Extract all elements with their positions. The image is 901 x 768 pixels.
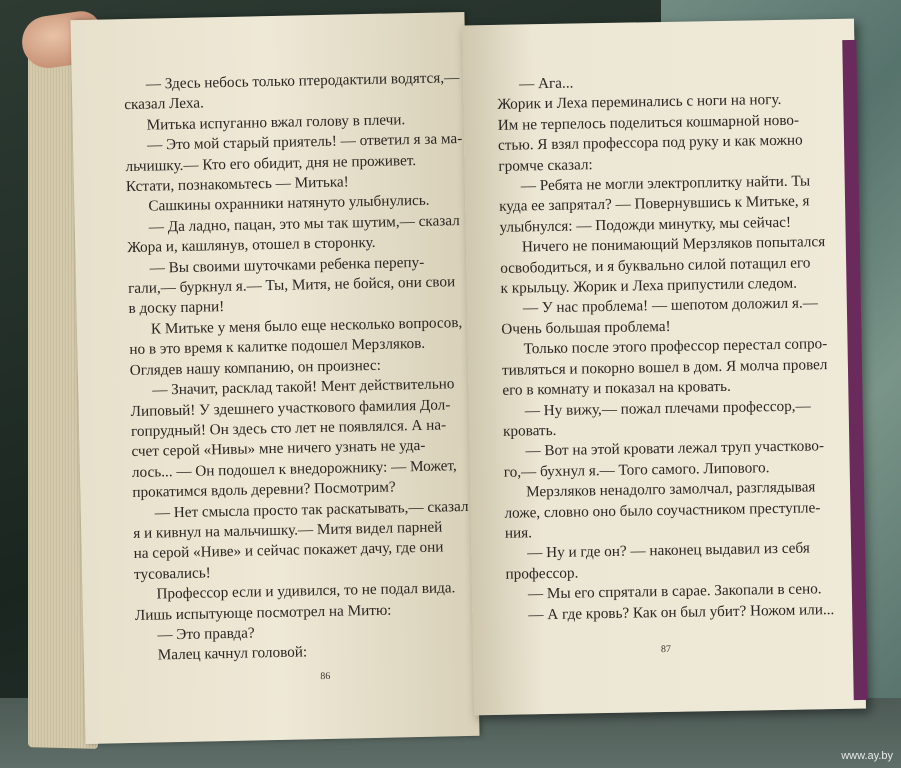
text-line: — Здесь небось только птеродактили водятся,— — [145, 69, 460, 93]
watermark: www.ay.by — [841, 750, 893, 762]
text-line: К Митьке у меня было еще несколько вопросов, — [150, 313, 463, 338]
text-line: Лишь испытующе посмотрел на Митю: — [134, 601, 392, 624]
text-line: Кстати, познакомьтесь — Митька! — [125, 173, 349, 196]
text-line: Оглядев нашу компанию, он произнес: — [129, 356, 382, 379]
text-line: Жорик и Леха переминались с ноги на ногу. — [497, 91, 782, 114]
text-line: — Да ладно, пацан, это мы так шутим,— сказал — [148, 211, 460, 236]
text-line: ложе, словно оно было соучастником преступле- — [504, 498, 821, 522]
text-line: — Вы своими шуточками ребенка перепу- — [149, 253, 425, 277]
text-line: громче сказал: — [498, 155, 593, 175]
text-line: Жора и, кашлянув, отошел в сторонку. — [127, 234, 376, 257]
text-line: Малец качнул головой: — [157, 643, 308, 664]
text-line: — Значит, расклад такой! Мент действительно — [152, 375, 455, 399]
text-line: профессор. — [505, 564, 579, 583]
text-line: его в комнату и показал на кровать. — [502, 377, 731, 399]
text-line: гопрудный! Он здесь сто лет не появлялся. А на- — [130, 416, 447, 440]
left-page-text — [124, 68, 473, 667]
text-line: тусовались! — [133, 564, 211, 583]
text-line: тивляться и покорно вошел в дом. Я молча провел — [501, 355, 828, 379]
text-line: я и кивнул на мальчишку.— Митя видел парней — [133, 518, 443, 542]
text-line: лось... — Он подошел к внедорожнику: — Может, — [131, 456, 457, 481]
right-page — [462, 19, 866, 716]
right-page-number: 87 — [660, 643, 672, 656]
left-page-number: 86 — [320, 670, 331, 683]
text-line: сказал Леха. — [124, 94, 204, 114]
right-page-text — [497, 69, 835, 626]
text-line: к крыльцу. Жорик и Леха припустили следом. — [500, 274, 798, 297]
text-line: ния. — [504, 524, 533, 542]
text-line: — Ну вижу,— пожал плечами профессор,— — [524, 396, 811, 419]
text-line: стью. Я взял профессора под руку и как можно — [497, 131, 803, 155]
text-line: прокатимся вдоль деревни? Посмотрим? — [132, 478, 396, 502]
text-line: на серой «Ниве» и сейчас покажет дачу, где они — [133, 538, 444, 563]
text-line: — Мы его спрятали в сарае. Закопали в сено. — [527, 580, 822, 603]
text-line: — Это мой старый приятель! — ответил я за ма- — [146, 130, 463, 154]
left-page — [70, 12, 479, 744]
text-line: — Ну и где он? — наконец выдавил из себя — [527, 539, 810, 562]
text-line: но в это время к калитке подошел Мерзляков. — [129, 335, 426, 359]
text-line: куда ее запрятал? — Повернувшись к Митьке, я — [499, 192, 810, 216]
text-line: в доску парни! — [128, 298, 225, 318]
text-line: — У нас проблема! — шепотом доложил я.— — [522, 294, 819, 317]
text-line: — Ага... — [518, 74, 574, 93]
text-line: — Ребята не могли электроплитку найти. Ты — [520, 172, 811, 195]
text-line: гали,— буркнул я.— Ты, Митя, не бойся, они свои — [127, 273, 456, 298]
text-line: счет серой «Нивы» мне ничего узнать не уда- — [131, 437, 426, 461]
text-line: освободиться, и я буквально силой потащил его — [500, 254, 811, 277]
text-line: Мерзляков ненадолго замолчал, разглядывая — [526, 478, 816, 501]
text-line: Профессор если и удивился, то не подал вида. — [156, 579, 456, 603]
text-line: Липовый! У здешнего участкового фамилия Дол- — [130, 395, 451, 420]
text-line: го,— бухнул я.— Того самого. Липового. — [503, 458, 770, 481]
text-line: Митька испуганно вжал голову в плечи. — [146, 111, 406, 134]
text-line: Сашкины охранники натянуто улыбнулись. — [148, 192, 430, 216]
text-line: льчишку.— Кто его обидит, дня не проживет. — [125, 151, 417, 175]
text-line: Только после этого профессор перестал сопро- — [523, 335, 828, 358]
text-line: — А где кровь? Как он был убит? Ножом или... — [528, 600, 835, 623]
text-line: Очень большая проблема! — [501, 317, 671, 338]
text-line: — Нет смысла просто так раскатывать,— сказал — [154, 497, 469, 522]
text-line: улыбнулся: — Подожди минутку, мы сейчас! — [499, 213, 792, 236]
text-line: — Это правда? — [157, 624, 255, 644]
text-line: — Вот на этой кровати лежал труп участково- — [525, 437, 825, 460]
text-line: Ничего не понимающий Мерзляков попытался — [521, 233, 826, 256]
text-line: кровать. — [502, 421, 557, 440]
text-line: Им не терпелось поделиться кошмарной ново- — [497, 111, 800, 134]
